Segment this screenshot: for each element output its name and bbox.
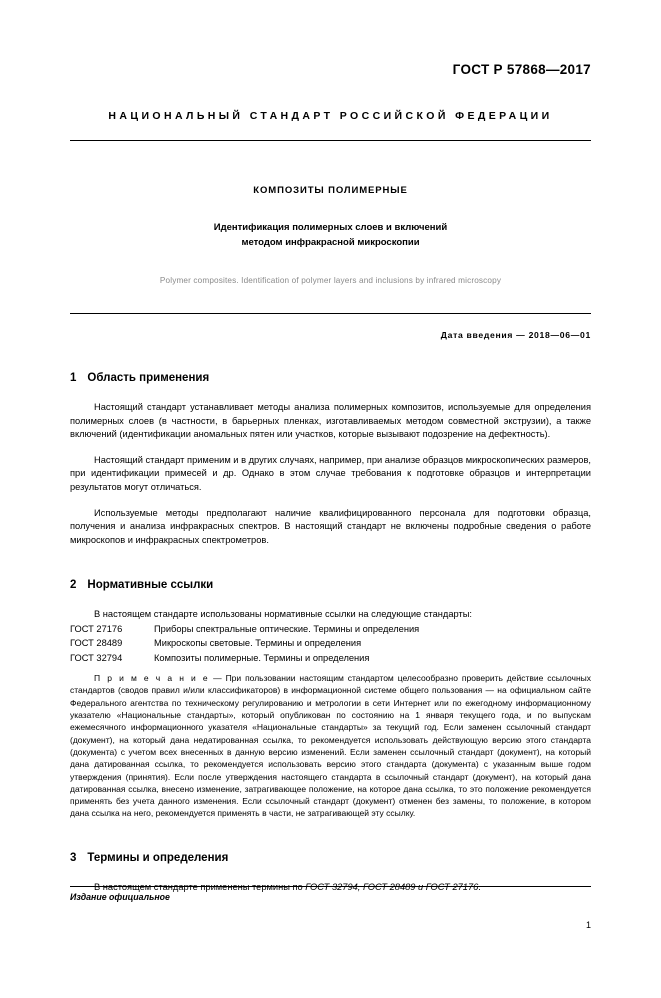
divider-footer xyxy=(70,886,591,887)
section-2-note xyxy=(70,672,591,820)
section-title-1: Область применения xyxy=(87,372,210,384)
document-code: ГОСТ Р 57868—2017 xyxy=(452,62,591,77)
section-heading-1 xyxy=(70,372,591,384)
divider-middle xyxy=(70,313,591,314)
reference-title: Приборы спектральные оптические. Термины и определения xyxy=(154,623,420,634)
terms-references: ГОСТ 32794, ГОСТ 28489 и ГОСТ 27176 xyxy=(305,881,479,892)
official-edition-note: Издание официальное xyxy=(70,892,170,902)
document-title-english: Polymer composites. Identification of polymer layers and inclusions by infrared microscopy xyxy=(159,276,502,285)
document-page xyxy=(0,62,661,998)
terms-suffix: . xyxy=(478,881,481,892)
section-title-3: Термины и определения xyxy=(87,851,229,864)
section-number-1: 1 xyxy=(70,372,77,384)
document-title: КОМПОЗИТЫ ПОЛИМЕРНЫЕ xyxy=(253,185,408,196)
document-subtitle xyxy=(70,220,591,250)
list-item xyxy=(70,636,591,650)
section-1-paragraph-1: Настоящий стандарт устанавливает методы анализа полимерных композитов, используемые для определения полимерных слоев (в частности, в барьерных пленках, изготавливаемых методом совместной экструзии), а также включений (идентификации аномальных пятен или участков, которые вызывают подозрение на дефектность). xyxy=(70,402,591,440)
introduction-date: Дата введения — 2018—06—01 xyxy=(440,330,591,340)
list-item xyxy=(70,651,591,665)
reference-title: Микроскопы световые. Термины и определения xyxy=(154,638,362,649)
section-heading-3 xyxy=(70,852,591,864)
list-item xyxy=(70,622,591,636)
section-1-paragraph-3: Используемые методы предполагают наличие квалифицированного персонала для подготовки образца, получения и анализа инфракрасных спектров. В настоящий стандарт не включены подробные сведения о работе микроскопов и инфракрасных спектрометров. xyxy=(70,507,591,545)
divider-top xyxy=(70,140,591,141)
national-standard-line: НАЦИОНАЛЬНЫЙ СТАНДАРТ РОССИЙСКОЙ ФЕДЕРАЦИИ xyxy=(108,110,553,122)
document-subtitle-line-2: методом инфракрасной микроскопии xyxy=(241,237,420,248)
document-subtitle-line-1: Идентификация полимерных слоев и включений xyxy=(213,222,448,233)
reference-title: Композиты полимерные. Термины и определения xyxy=(154,652,370,663)
section-heading-2 xyxy=(70,579,591,591)
note-label: П р и м е ч а н и е xyxy=(94,673,210,684)
normative-reference-list xyxy=(70,622,591,665)
section-2-intro: В настоящем стандарте использованы нормативные ссылки на следующие стандарты: xyxy=(94,609,473,620)
section-number-3: 3 xyxy=(70,851,77,864)
page-number: 1 xyxy=(585,920,591,930)
note-body: — При пользовании настоящим стандартом целесообразно проверить действие ссылочных стандартов (сводов правил и/или классификаторов) в информационной системе общего пользования — на официальном сайте Федерального агентства по техническому регулированию и метрологии в сети Интернет или по ежегодному информационному указателю «Национальные стандарты», который опубликован по состоянию на 1 января текущего года, и по выпускам ежемесячного информационного указателя «Национальные стандарты» за текущий год. Если заменен ссылочный стандарт (документ), на который дана недатированная ссылка, то рекомендуется использовать действующую версию этого стандарта (документа) с учетом всех внесенных в данную версию изменений. Если заменен ссылочный стандарт (документ), на который дана датированная ссылка, то рекомендуется использовать версию этого стандарта (документа) с указанным выше годом утверждения (принятия). Если после утверждения настоящего стандарта в ссылочный стандарт (документ), на который дана датированная ссылка, внесено изменение, затрагивающее положение, на которое дана ссылка, то это положение рекомендуется применять без учета данного изменения. Если ссылочный стандарт (документ) отменен без замены, то положение, в котором дана ссылка на него, рекомендуется применять в части, не затрагивающей эту ссылку. xyxy=(70,673,591,819)
section-title-2: Нормативные ссылки xyxy=(87,579,214,592)
section-number-2: 2 xyxy=(70,579,77,592)
reference-code: ГОСТ 28489 xyxy=(70,638,123,649)
terms-prefix: В настоящем стандарте применены термины по xyxy=(94,881,306,892)
section-1-paragraph-2: Настоящий стандарт применим и в других случаях, например, при анализе образцов микроскопических размеров, при идентификации примесей и др. Однако в этом случае требования к подготовке образцов и интерпретации результатов могут отличаться. xyxy=(70,454,591,492)
reference-code: ГОСТ 32794 xyxy=(70,652,123,663)
reference-code: ГОСТ 27176 xyxy=(70,623,123,634)
